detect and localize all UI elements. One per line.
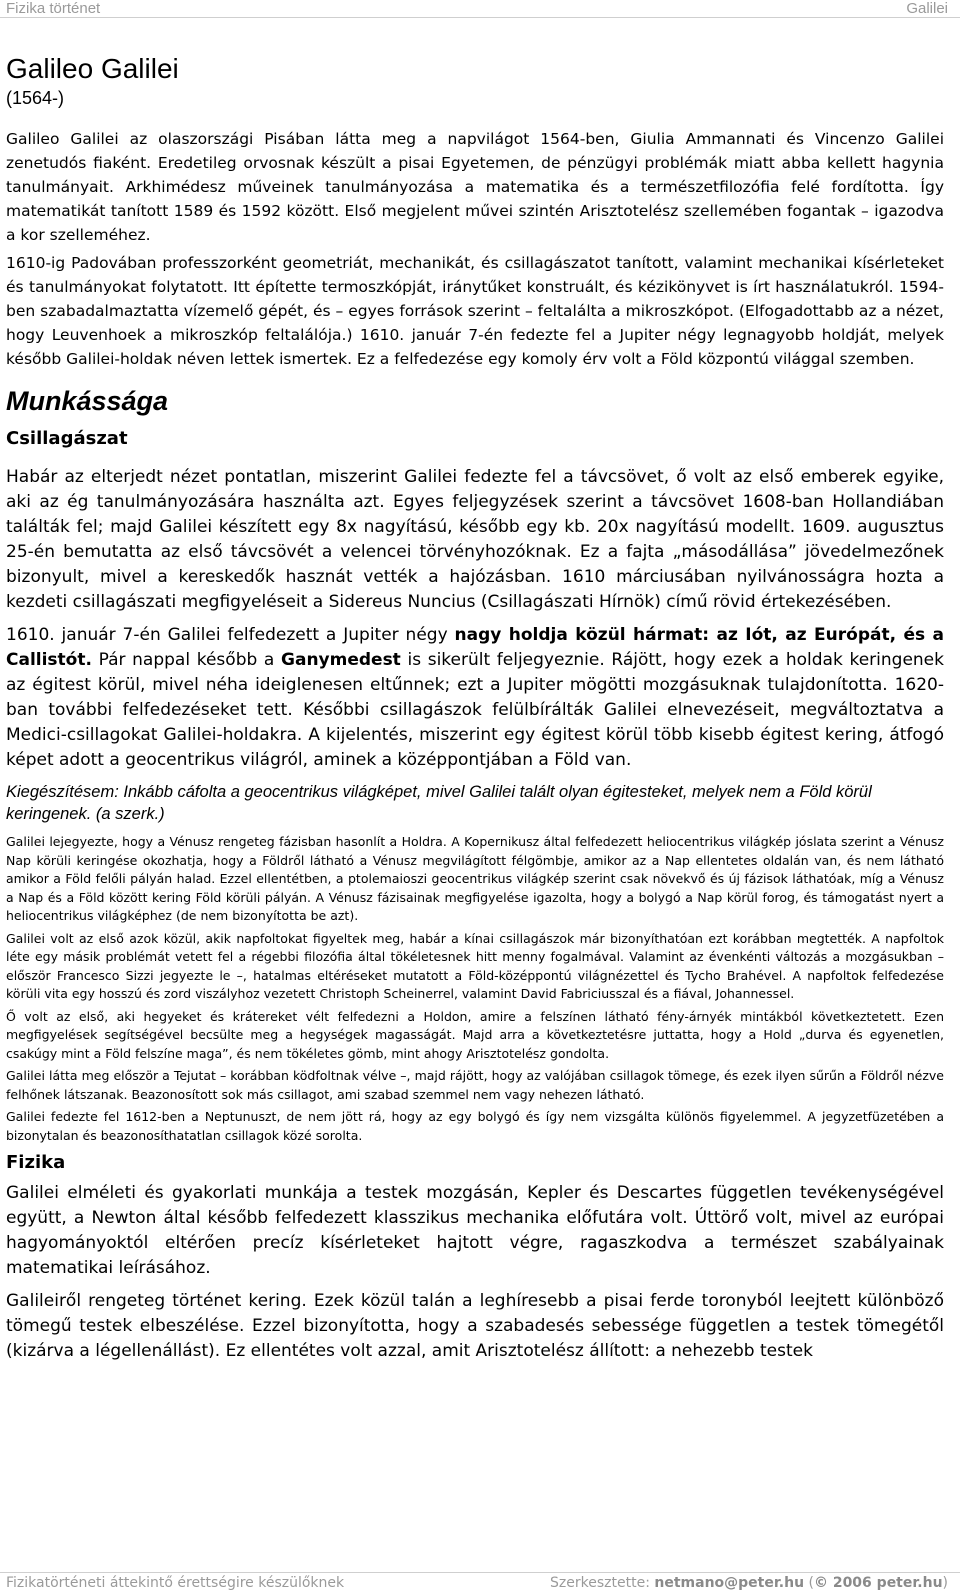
detail-paragraph: Galilei látta meg először a Tejutat – korábban ködfoltnak vélve –, majd rájött, hogy az valójában csillagok tömege, és ezek ilyen sűrűn a Földről nézve felhőnek látszanak. Beazonosított sok más csillagot, ami szabad szemmel nem vagy nehezen látható. (6, 1068, 944, 1102)
header-right-text: Galilei (906, 0, 948, 17)
section-heading-munkassaga: Munkássága (6, 386, 169, 416)
footer-copyright: © 2006 peter.hu (813, 1575, 943, 1591)
intro-paragraph: Galileo Galilei az olaszországi Pisában látta meg a napvilágot 1564-ben, Giulia Ammannati és Vincenzo Galilei zenetudós fiaként. Eredetileg orvosnak készült a pisai Egyetemen, de pénzügyi problémák miatt abba kellett hagynia tanulmányait. Arkhimédesz műveinek tanulmányozása a matematika és a természetfilozófia felé fordította. Így matematikát tanított 1589 és 1592 között. Első megjelent művei szintén Arisztotelész szellemében fogantak – igazodva a kor szelleméhez. (6, 130, 944, 244)
footer-editor-label: Szerkesztette: (550, 1575, 655, 1591)
footer-email: netmano@peter.hu (654, 1575, 805, 1591)
detail-paragraph: Galilei volt az első azok közül, akik napfoltokat figyeltek meg, habár a kínai csillagászok már bizonyíthatóan ezt korábban megtették. A napfoltok léte egy másik problémát vetett fel a régebbi filozófia által tökéletesnek hitt menny fogalmával. Valamint az évenkénti változás a mozgásukban – először Francesco Sizzi jegyezte le –, hatalmas eltéréseket mutatott a Föld-középpontú világnézettel és Tycho Brahével. A napfoltok felfedezése körüli vita egy hosszú és zord viszályhoz vezetett Christoph Scheinerrel, valamint David Fabriciusszal és a fiával, Johannessel. (6, 930, 944, 1001)
bold-text-run: Ganymedest (281, 650, 401, 670)
page-subtitle-years: (1564-) (6, 88, 65, 108)
running-header (0, 0, 960, 18)
detail-paragraph: Galilei fedezte fel 1612-ben a Neptunuszt, de nem jött rá, hogy az egy bolygó és így nem vizsgálta különös figyelemmel. A jegyzetfüzetében a bizonytalan és beazonosíthatatlan csillagok közé sorolta. (6, 1109, 944, 1143)
fizika-paragraph: Galileiről rengeteg történet kering. Ezek közül talán a leghíresebb a pisai ferde toronyból leejtett különböző tömegű testek elbeszélése. Ezzel bizonyította, hogy a szabadesés sebessége független a testek tömegétől (kizárva a légellenállást). Ez ellentétes volt azzal, amit Arisztotelész állított: a nehezebb testek (6, 1291, 944, 1361)
footer-left-text: Fizikatörténeti áttekintő érettségire készülőknek (6, 1575, 345, 1591)
footer-paren-open: ( (804, 1575, 814, 1591)
text-run: 1610. január 7-én Galilei felfedezett a Jupiter négy (6, 625, 455, 645)
detail-paragraph: Galilei lejegyezte, hogy a Vénusz rengeteg fázisban hasonlít a Holdra. A Kopernikusz által felfedezett heliocentrikus világkép jóslata szerint a Vénusz Nap körüli keringése okozhatja, hogy a Földről látható a Vénusz megvilágított félgömbje, amikor az a Nap ellentetes oldalán van, és nem látható amikor a Föld felőli pályán halad. Ezzel ellentétben, a ptolemaioszi geocentrikus világkép szerint csak növekvő és új fázisok láthatóak, míg a Vénusz a Nap és a Föld között kering Föld körüli pályán. A Vénusz fázisainak megfigyelése igazolta, hogy a bolygó a Nap körül forog, és támogatást nyert a heliocentrikus világképhez (de nem bizonyította be azt). (6, 834, 944, 923)
csillagaszat-paragraph-moons (6, 623, 944, 773)
intro-paragraph: 1610-ig Padovában professzorként geometriát, mechanikát, és csillagászatot tanított, valamint mechanikai kísérleteket és tanulmányokat folytatott. Itt építette termoszkópját, iránytűket konstruált, és kézikönyvet is írt használatukról. 1594-ben szabadalmaztatta vízemelő gépét, és – egyes források szerint – feltalálta a mikroszkópot. (Elfogadottabb az a nézet, hogy Leuvenhoek a mikroszkóp feltalálója.) 1610. január 7-én fedezte fel a Jupiter négy legnagyobb holdját, melyek később Galilei-holdak néven lettek ismertek. Ez a felfedezése egy komoly érv volt a Föld központú világgal szemben. (6, 254, 944, 368)
footer-paren-close: ) (942, 1575, 948, 1591)
editor-note: Kiegészítésem: Inkább cáfolta a geocentrikus világképet, mivel Galilei talált olyan égitesteket, melyek nem a Föld körül keringenek. (a szerk.) (6, 783, 872, 823)
running-footer (0, 1572, 960, 1593)
csillagaszat-paragraph: Habár az elterjedt nézet pontatlan, miszerint Galilei fedezte fel a távcsövet, ő volt az első emberek egyike, aki az ég tanulmányozására használta azt. Egyes feljegyzések szerint a távcsövet 1608-ban Hollandiában találták fel; majd Galilei készített egy 8x nagyítású, később egy kb. 20x nagyítású modellt. 1609. augusztus 25-én bemutatta az első távcsövét a velencei törvényhozóknak. Ez a fajta „másodállása” jövedelmezőnek bizonyult, mivel a kereskedők hasznát vették a hajózásban. 1610 márciusában nyilvánosságra hozta a kezdeti csillagászati megfigyeléseit a Sidereus Nuncius (Csillagászati Hírnök) című rövid értekezésében. (6, 467, 944, 612)
bold-text-run: nagy holdja közül hármat: az Iót, az Európát, és a Callistót. (6, 625, 944, 670)
header-left-text: Fizika történet (6, 0, 101, 17)
subsection-heading-fizika: Fizika (6, 1152, 66, 1173)
intro-section (6, 127, 944, 371)
footer-right-text (550, 1575, 948, 1591)
csillagaszat-section (6, 465, 944, 773)
document-body (6, 53, 944, 1372)
page-title: Galileo Galilei (6, 53, 179, 84)
text-run: is sikerült feljegyeznie. Rájött, hogy ezek a holdak keringenek az égitest körül, mivel néha ideiglenesen eltűnnek; ezt a Jupiter mögötti mozgásuknak tulajdonította. 1620-ban további felfedezéseket tett. Későbbi csillagászok felülbírálták Galilei elnevezéseit, megváltoztatva a Medici-csillagokat Galilei-holdakra. A kijelentés, miszerint egy égitest körül több kisebb égitest kering, átfogó képet adott a geocentrikus világról, aminek a középpontjában a Föld van. (6, 650, 944, 770)
text-run: Pár nappal később a (91, 650, 282, 670)
subsection-heading-csillagaszat: Csillagászat (6, 428, 128, 449)
csillagaszat-details (6, 833, 944, 1145)
fizika-paragraph: Galilei elméleti és gyakorlati munkája a testek mozgásán, Kepler és Descartes független tevékenységével együtt, a Newton által később felfedezett klasszikus mechanika előfutára volt. Úttörő volt, mivel az európai hagyományoktól eltérően precíz kísérleteket hajtott végre, ragaszkodva a természet szabályainak matematikai leírásához. (6, 1183, 944, 1278)
fizika-section (6, 1181, 944, 1364)
detail-paragraph: Ő volt az első, aki hegyeket és krátereket vélt felfedezni a Holdon, amire a felszínen látható fény-árnyék mintákból következtetett. Ezen megfigyelések segítségével becsülte meg a hegységek magasságát. Majd arra a következtetésre juttatta, hogy a Hold „durva és egyenetlen, csakúgy mint a Föld felszíne maga”, és nem tökéletes gömb, mint ahogy Arisztotelész gondolta. (6, 1008, 944, 1061)
